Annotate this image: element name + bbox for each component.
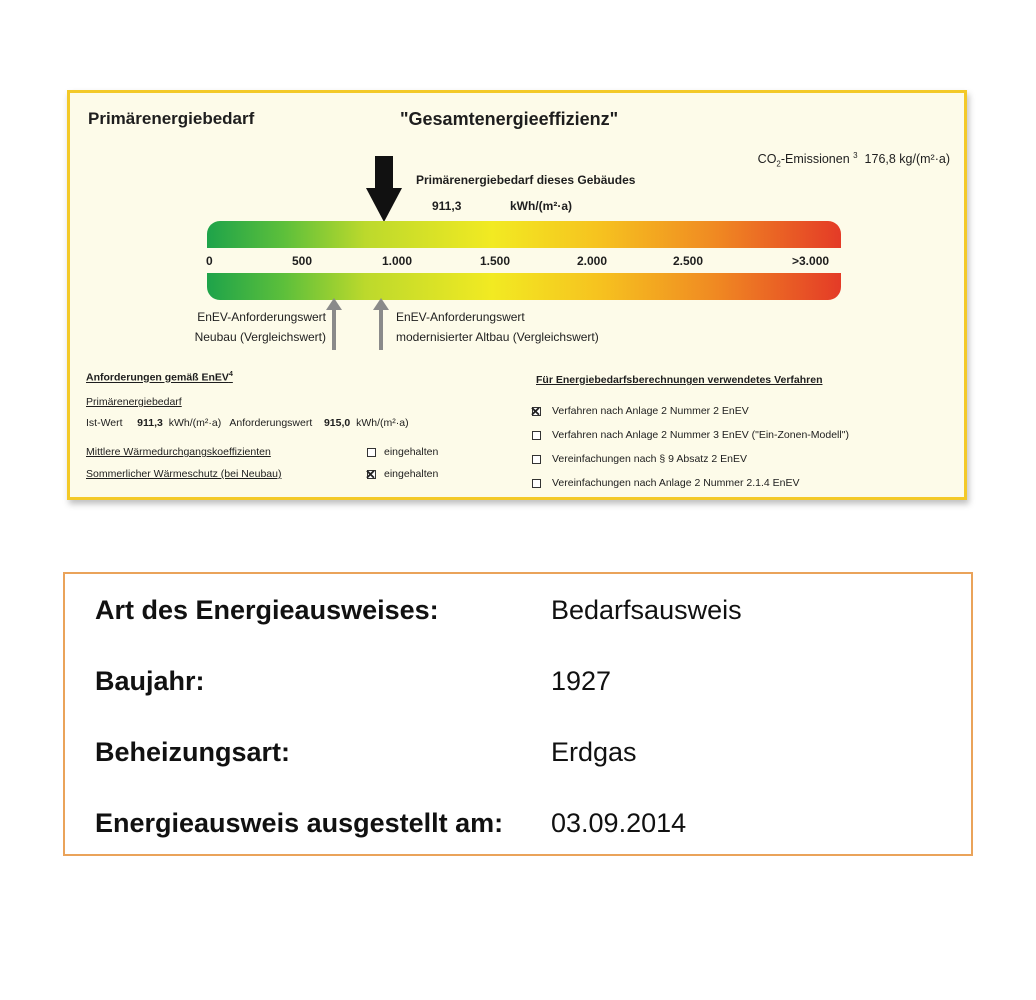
pointer-unit: kWh/(m²·a) (510, 199, 572, 213)
method-4: Vereinfachungen nach Anlage 2 Nummer 2.1.4 EnEV (552, 477, 800, 489)
pointer-value-line (432, 199, 572, 213)
scale-band-top (207, 221, 841, 248)
certificate-info-box (63, 572, 973, 856)
checkbox-method-3 (532, 455, 541, 464)
scale-tick-label: >3.000 (792, 254, 830, 268)
requirements-heading: Anforderungen gemäß EnEV$^4$ (86, 371, 233, 384)
scale-tick-label: 2.000 (577, 254, 608, 268)
scale-tick-label: 1.000 (382, 254, 413, 268)
header-primary-energy: Primärenergiebedarf (88, 109, 255, 128)
info-value-type: Bedarfsausweis (551, 595, 742, 625)
info-label-type: Art des Energieausweises: (95, 595, 439, 625)
method-3: Vereinfachungen nach § 9 Absatz 2 EnEV (552, 453, 747, 465)
check-x-icon: ✕ (530, 404, 541, 419)
arrow-up-icon (373, 298, 389, 350)
info-value-issued: 03.09.2014 (551, 808, 687, 838)
req-summer-protection: Sommerlicher Wärmeschutz (bei Neubau) (86, 468, 282, 480)
info-label-year: Baujahr: (95, 666, 205, 696)
req-values-line: Ist-Wert 911,3 kWh/(m²·a) Anforderungswert 915,0 kWh/(m²·a) (86, 417, 409, 429)
ref-modernized-building: EnEV-Anforderungswert modernisierter Altbau (Vergleichswert) (396, 310, 599, 344)
info-label-heating: Beheizungsart: (95, 737, 291, 767)
co2-value: 176,8 kg/(m²·a) (864, 152, 950, 167)
arrow-up-icon (326, 298, 342, 350)
scale-tick-label: 0 (206, 254, 213, 268)
header-total-efficiency: "Gesamtenergieeffizienz" (400, 109, 619, 129)
req-u-status: eingehalten (384, 446, 439, 458)
check-x-icon: ✕ (365, 467, 376, 482)
method-heading: Für Energiebedarfsberechnungen verwendetes Verfahren (536, 374, 823, 386)
method-2: Verfahren nach Anlage 2 Nummer 3 EnEV ("Ein-Zonen-Modell") (552, 429, 849, 441)
pointer-label: Primärenergiebedarf dieses Gebäudes (416, 173, 636, 187)
checkbox-method-4 (532, 479, 541, 488)
info-value-year: 1927 (551, 666, 612, 696)
method-1: Verfahren nach Anlage 2 Nummer 2 EnEV (552, 405, 749, 417)
req-u-values: Mittlere Wärmedurchgangskoeffizienten (86, 446, 271, 458)
ref-new-building: EnEV-Anforderungswert Neubau (Vergleichswert) (194, 310, 326, 344)
checkbox-u-values (367, 448, 376, 457)
pointer-value: 911,3 (432, 199, 462, 213)
scale-tick-label: 500 (292, 254, 313, 268)
checkbox-method-2 (532, 431, 541, 440)
req-primary-energy: Primärenergiebedarf (86, 396, 182, 408)
scale-band-bottom (207, 273, 841, 300)
co2-emissions: $CO_2$-Emissionen $^3$ 176,8 kg/(m²·a) (757, 151, 950, 169)
info-label-issued: Energieausweis ausgestellt am: (95, 808, 504, 838)
scale-tick-label: 2.500 (673, 254, 704, 268)
arrow-down-icon (366, 156, 402, 222)
energy-certificate (67, 90, 967, 500)
req-summer-status: eingehalten (384, 468, 439, 480)
info-value-heating: Erdgas (551, 737, 637, 767)
scale-tick-label: 1.500 (480, 254, 511, 268)
